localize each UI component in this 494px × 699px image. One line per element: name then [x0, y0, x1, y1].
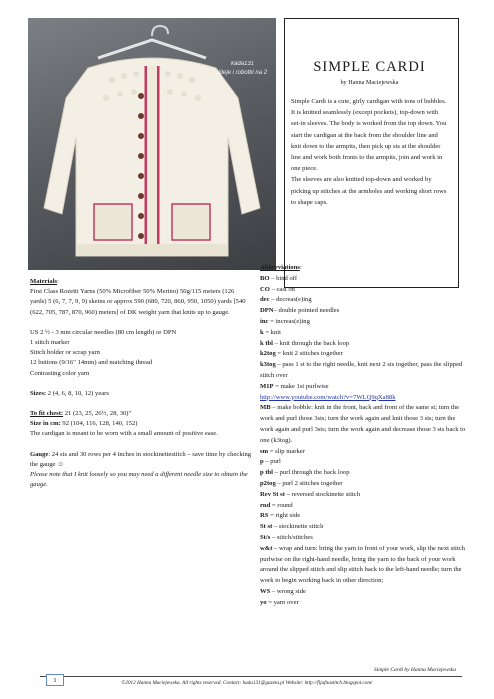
- abbreviation-item: [260, 522, 470, 533]
- abbreviation-term: w&t: [260, 544, 273, 552]
- abbreviation-definition: – cast on: [269, 285, 295, 293]
- abbreviation-item: [260, 457, 470, 468]
- abbreviation-term: Rev St st: [260, 490, 285, 498]
- abbreviation-definition: – stockinette stitch: [272, 523, 324, 531]
- abbreviation-term: k: [260, 328, 264, 336]
- abbreviation-term: p tbl: [260, 469, 274, 477]
- abbreviation-definition: = round: [270, 501, 293, 509]
- materials-buttons: 12 buttons (9/16" 14mm) and matching thread: [30, 359, 153, 367]
- abbreviation-term: p: [260, 458, 264, 466]
- abbreviation-definition: – purl 2 stitches together: [275, 479, 343, 487]
- pattern-byline: by Hanna Maciejewska: [340, 79, 399, 86]
- chest-line: To fit chest: 21 (23, 25, 26½, 28, 30)": [30, 410, 132, 418]
- abbreviation-term: p2tog: [260, 479, 276, 487]
- abbreviation-definition: = yarn over: [266, 598, 299, 606]
- abbreviation-item: [260, 328, 470, 339]
- abbreviation-term: k tbl: [260, 339, 274, 347]
- abbreviation-definition: = increas(e)ing: [268, 317, 310, 325]
- abbreviation-item: [260, 544, 470, 587]
- abbreviation-list-continued: [260, 403, 470, 608]
- gauge-line: Gauge: 24 sts and 30 rows per 4 inches in stockinettestitch – save time by checking the gauge ☺: [30, 450, 252, 468]
- abbreviation-item: [260, 360, 470, 382]
- abbreviation-list: [260, 274, 470, 393]
- materials-contrast: Contrasting color yarn: [30, 369, 90, 377]
- abbreviation-term: CO: [260, 285, 270, 293]
- materials-needles: US 2 ½ - 3 mm circular needles (80 cm length) or DPN: [30, 328, 177, 336]
- abbreviation-definition: – reversed stockinette stitch: [284, 490, 360, 498]
- abbreviation-item: [260, 274, 470, 285]
- abbreviation-item: [260, 447, 470, 458]
- pattern-title: SIMPLE CARDI: [313, 59, 426, 75]
- abbreviation-definition: = slip marker: [268, 447, 305, 455]
- abbreviations-heading: Abbreviations: [260, 264, 300, 271]
- abbreviation-item: [260, 339, 470, 350]
- cardigan-illustration: [28, 18, 276, 270]
- abbreviation-definition: = knit 2 stitches together: [275, 350, 343, 358]
- materials-holder: Stitch holder or scrap yarn: [30, 349, 100, 357]
- abbreviation-term: RS: [260, 512, 269, 520]
- abbreviation-term: k3tog: [260, 361, 276, 369]
- abbreviation-definition: – purl: [263, 458, 281, 466]
- cardigan-photo: [28, 18, 276, 270]
- pattern-intro-sleeves: The sleeves are also knitted top-down and worked by picking up stitches at the armholes and working short rows to shape caps.: [291, 176, 447, 206]
- abbreviation-term: sm: [260, 447, 269, 455]
- sizes-line: Sizes: 2 (4, 6, 8, 10, 12) years: [30, 389, 109, 397]
- abbreviation-item: [260, 533, 470, 544]
- youtube-link[interactable]: http://www.youtube.com/watch?v=7WLQ9qXa88k: [260, 393, 396, 401]
- photo-watermark: kada131 Ideje i robotki na 2: [218, 61, 268, 76]
- title-box: [284, 18, 459, 288]
- abbreviation-item: [260, 382, 470, 393]
- abbreviation-term: dec: [260, 296, 270, 304]
- pattern-intro: Simple Cardi is a cute, girly cardigan with tons of bubbles. It is knitted seamlessly (except pockets), top-down with set-in sleeves. The body is worked from the top down. You start the cardigan at the back from the shoulder line and knit down to the armpits, then pick up sts at the shoulder line and work both fronts to the armpits, join and work in one piece.: [291, 98, 447, 173]
- abbreviation-term: rnd: [260, 501, 271, 509]
- ease-note: The cardigan is meant to be worn with a small amount of positive ease.: [30, 430, 218, 438]
- abbreviations-section: Abbreviations: BO – bind off CO – cast on dec – decreas(e)ing DPN– double pointed needles inc = increas(e)ing k = knit k tbl – knit through the back loop k2tog = knit 2 stitches together k3tog – pass 1 st to the right needle, knit next 2 sts together, pass the slipped stitch over M1P = make 1st purlwise http://www.youtube.com/watch?v=7WLQ9qXa88k MB – make bobble: knit in the front, back and front of the same st; turn the work and purl those 3sts; turn the work again and knit those 3 sts; turn the work again and purl 3sts; turn the work again and decrease those 3 sts back to one (k3tog). sm = slip marker p – purl p tbl – purl through the back loop p2tog – purl 2 stitches together Rev St st – reversed stockinette stitch rnd = round RS = right side St st – stockinette stitch St/s – stitch/stitches w&t – wrap and turn: bring the yarn to front of your work, slip the next stitch purlwise on the right-hand needle, bring the yarn to the back of your work around the slipped stitch and slip stitch back to the left-hand needle; turn the work to begin working back in other direction; WS – wrong side yo = yarn over: [260, 263, 470, 609]
- abbreviation-definition: = right side: [268, 512, 301, 520]
- abbreviation-item: [260, 468, 470, 479]
- abbreviation-term: k2tog: [260, 350, 276, 358]
- abbreviation-term: M1P: [260, 382, 274, 390]
- abbreviation-item: [260, 295, 470, 306]
- abbreviation-definition: – pass 1 st to the right needle, knit next 2 sts together, pass the slipped stitch over: [260, 361, 463, 379]
- abbreviation-term: DPN: [260, 307, 274, 315]
- size-cm-line: Size in cm: 92 (104, 116, 128, 140, 152): [30, 420, 138, 428]
- abbreviation-definition: – wrong side: [270, 587, 306, 595]
- abbreviation-term: MB: [260, 404, 271, 412]
- abbreviation-item: [260, 501, 470, 512]
- gauge-note: Please note that I knit loosely so you may need a different needle size to obtain the gauge.: [30, 471, 248, 489]
- abbreviation-item: [260, 349, 470, 360]
- abbreviation-term: inc: [260, 317, 269, 325]
- abbreviation-item: [260, 403, 470, 446]
- abbreviation-definition: = knit: [263, 328, 281, 336]
- materials-section: Materials: First Class Rozetti Yarns (50% Microfiber 50% Merino) 50g/115 meters (126 yards) 5 (6, 7, 7, 9, 9) skeins or approx 590 (680, 720, 860, 950, 1050) yards [540 (622, 705, 787, 870, 960) meters] of DK weight yarn that knits up to gauge. US 2 ½ - 3 mm circular needles (80 cm length) or DPN 1 stitch marker Stitch holder or scrap yarn 12 buttons (9/16" 14mm) and matching thread Contrasting color yarn Sizes: 2 (4, 6, 8, 10, 12) years To fit chest: 21 (23, 25, 26½, 28, 30)" Size in cm: 92 (104, 116, 128, 140, 152) The cardigan is meant to be worn with a small amount of positive ease. Gauge: 24 sts and 30 rows per 4 inches in stockinettestitch – save time by checking the gauge ☺ Please note that I knit loosely so you may need a different needle size to obtain the gauge.: [30, 277, 252, 490]
- abbreviation-item: [260, 598, 470, 609]
- footer-divider: [40, 676, 462, 677]
- materials-heading: Materials: [30, 278, 58, 285]
- abbreviation-definition: – bind off: [269, 274, 298, 282]
- footer-title: Simple Cardi by Hanna Maciejewska: [374, 667, 456, 673]
- abbreviation-term: St/s: [260, 533, 271, 541]
- abbreviation-definition: – stitch/stitches: [270, 533, 313, 541]
- page-number: 1: [46, 674, 64, 686]
- abbreviation-item: [260, 317, 470, 328]
- footer-copyright: ©2012 Hanna Maciejewska. All rights reserved. Contact: hada131@gazeta.pl Website: http://fijafnastitch.blogspot.com/: [121, 680, 373, 686]
- abbreviation-definition: – make bobble: knit in the front, back and front of the same st; turn the work and purl those 3sts; turn the work again and knit those 3 sts; turn the work again and purl 3sts; turn the work again and decrease those 3 sts back to one (k3tog).: [260, 404, 466, 444]
- abbreviation-definition: – decreas(e)ing: [269, 296, 312, 304]
- abbreviation-item: [260, 490, 470, 501]
- abbreviation-item: [260, 306, 470, 317]
- abbreviation-definition: = make 1st purlwise: [273, 382, 329, 390]
- abbreviation-item: [260, 479, 470, 490]
- abbreviation-definition: – knit through the back loop: [273, 339, 350, 347]
- abbreviation-term: BO: [260, 274, 270, 282]
- materials-marker: 1 stitch marker: [30, 339, 70, 347]
- abbreviation-term: WS: [260, 587, 271, 595]
- abbreviation-term: St st: [260, 523, 273, 531]
- abbreviation-item: [260, 285, 470, 296]
- abbreviation-item: [260, 511, 470, 522]
- materials-yarn: First Class Rozetti Yarns (50% Microfiber 50% Merino) 50g/115 meters (126 yards) 5 (6, 7, 7, 9, 9) skeins or approx 590 (680, 720, 860, 950, 1050) yards [540 (622, 705, 787, 870, 960) meters] of DK weight yarn that knits up to gauge.: [30, 288, 246, 316]
- abbreviation-definition: – double pointed needles: [273, 307, 340, 315]
- abbreviation-definition: – purl through the back loop: [273, 469, 350, 477]
- abbreviation-definition: – wrap and turn: bring the yarn to front of your work, slip the next stitch purlwise on the right-hand needle, bring the yarn to the back of your work around the slipped stitch and slip stitch back to the left-hand needle; turn the work to begin working back in other direction;: [260, 544, 465, 585]
- abbreviation-term: yo: [260, 598, 267, 606]
- abbreviation-item: [260, 587, 470, 598]
